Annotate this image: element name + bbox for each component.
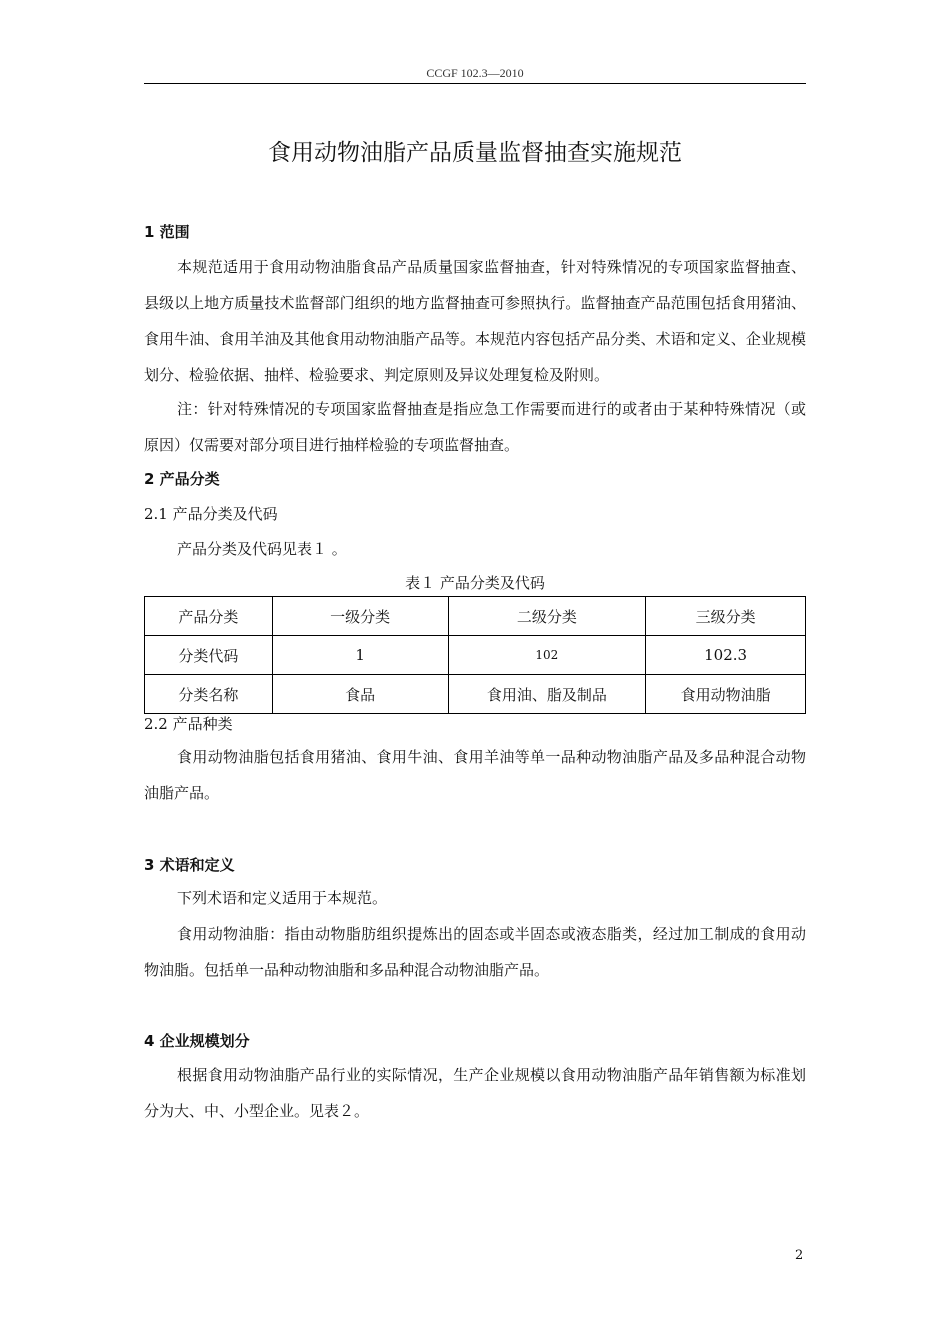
section-2-2-text: 食用动物油脂包括食用猪油、食用牛油、食用羊油等单一品种动物油脂产品及多品种混合动物油脂产品。 (144, 748, 806, 802)
table-1-caption: 表１ 产品分类及代码 (405, 574, 545, 592)
product-classification-table (144, 596, 806, 714)
table-header-cell: 二级分类 (448, 597, 646, 636)
table-cell: 102.3 (646, 636, 806, 675)
page-number: 2 (795, 1248, 804, 1263)
table-cell: 食用油、脂及制品 (448, 675, 646, 714)
section-1-heading: 1 范围 (144, 223, 190, 241)
table-header-cell: 一级分类 (272, 597, 448, 636)
document-title: 食用动物油脂产品质量监督抽查实施规范 (268, 140, 682, 166)
section-4-paragraph: 根据食用动物油脂产品行业的实际情况，生产企业规模以食用动物油脂产品年销售额为标准划分为大、中、小型企业。见表２。 (144, 1066, 806, 1120)
section-3-paragraph-2: 食用动物油脂：指由动物脂肪组织提炼出的固态或半固态或液态脂类，经过加工制成的食用动物油脂。包括单一品种动物油脂和多品种混合动物油脂产品。 (144, 925, 806, 979)
table-row (145, 675, 806, 714)
section-1-note: 注：针对特殊情况的专项国家监督抽查是指应急工作需要而进行的或者由于某种特殊情况（或原因）仅需要对部分项目进行抽样检验的专项监督抽查。 (144, 400, 806, 454)
table-cell: 食品 (272, 675, 448, 714)
section-2-1-heading: 2.1 产品分类及代码 (144, 505, 278, 523)
table-header-cell: 产品分类 (145, 597, 273, 636)
table-cell: 食用动物油脂 (646, 675, 806, 714)
table-header-row (145, 597, 806, 636)
table-row (145, 636, 806, 675)
section-4-heading: 4 企业规模划分 (144, 1032, 250, 1050)
table-cell: 分类名称 (145, 675, 273, 714)
table-cell: 1 (272, 636, 448, 675)
header-rule (144, 83, 806, 84)
section-2-heading: 2 产品分类 (144, 470, 220, 488)
table-cell: 分类代码 (145, 636, 273, 675)
section-2-2-heading: 2.2 产品种类 (144, 715, 233, 733)
section-2-1-text: 产品分类及代码见表１ 。 (177, 540, 347, 558)
section-1-paragraph: 本规范适用于食用动物油脂食品产品质量国家监督抽查，针对特殊情况的专项国家监督抽查、县级以上地方质量技术监督部门组织的地方监督抽查可参照执行。监督抽查产品范围包括食用猪油、食用牛油、食用羊油及其他食用动物油脂产品等。本规范内容包括产品分类、术语和定义、企业规模划分、检验依据、抽样、检验要求、判定原则及异议处理复检及附则。 (144, 258, 806, 384)
table-cell: 102 (448, 636, 646, 675)
section-3-paragraph-1: 下列术语和定义适用于本规范。 (177, 889, 388, 907)
running-header: CCGF 102.3—2010 (426, 66, 524, 80)
table-header-cell: 三级分类 (646, 597, 806, 636)
section-3-heading: 3 术语和定义 (144, 856, 235, 874)
